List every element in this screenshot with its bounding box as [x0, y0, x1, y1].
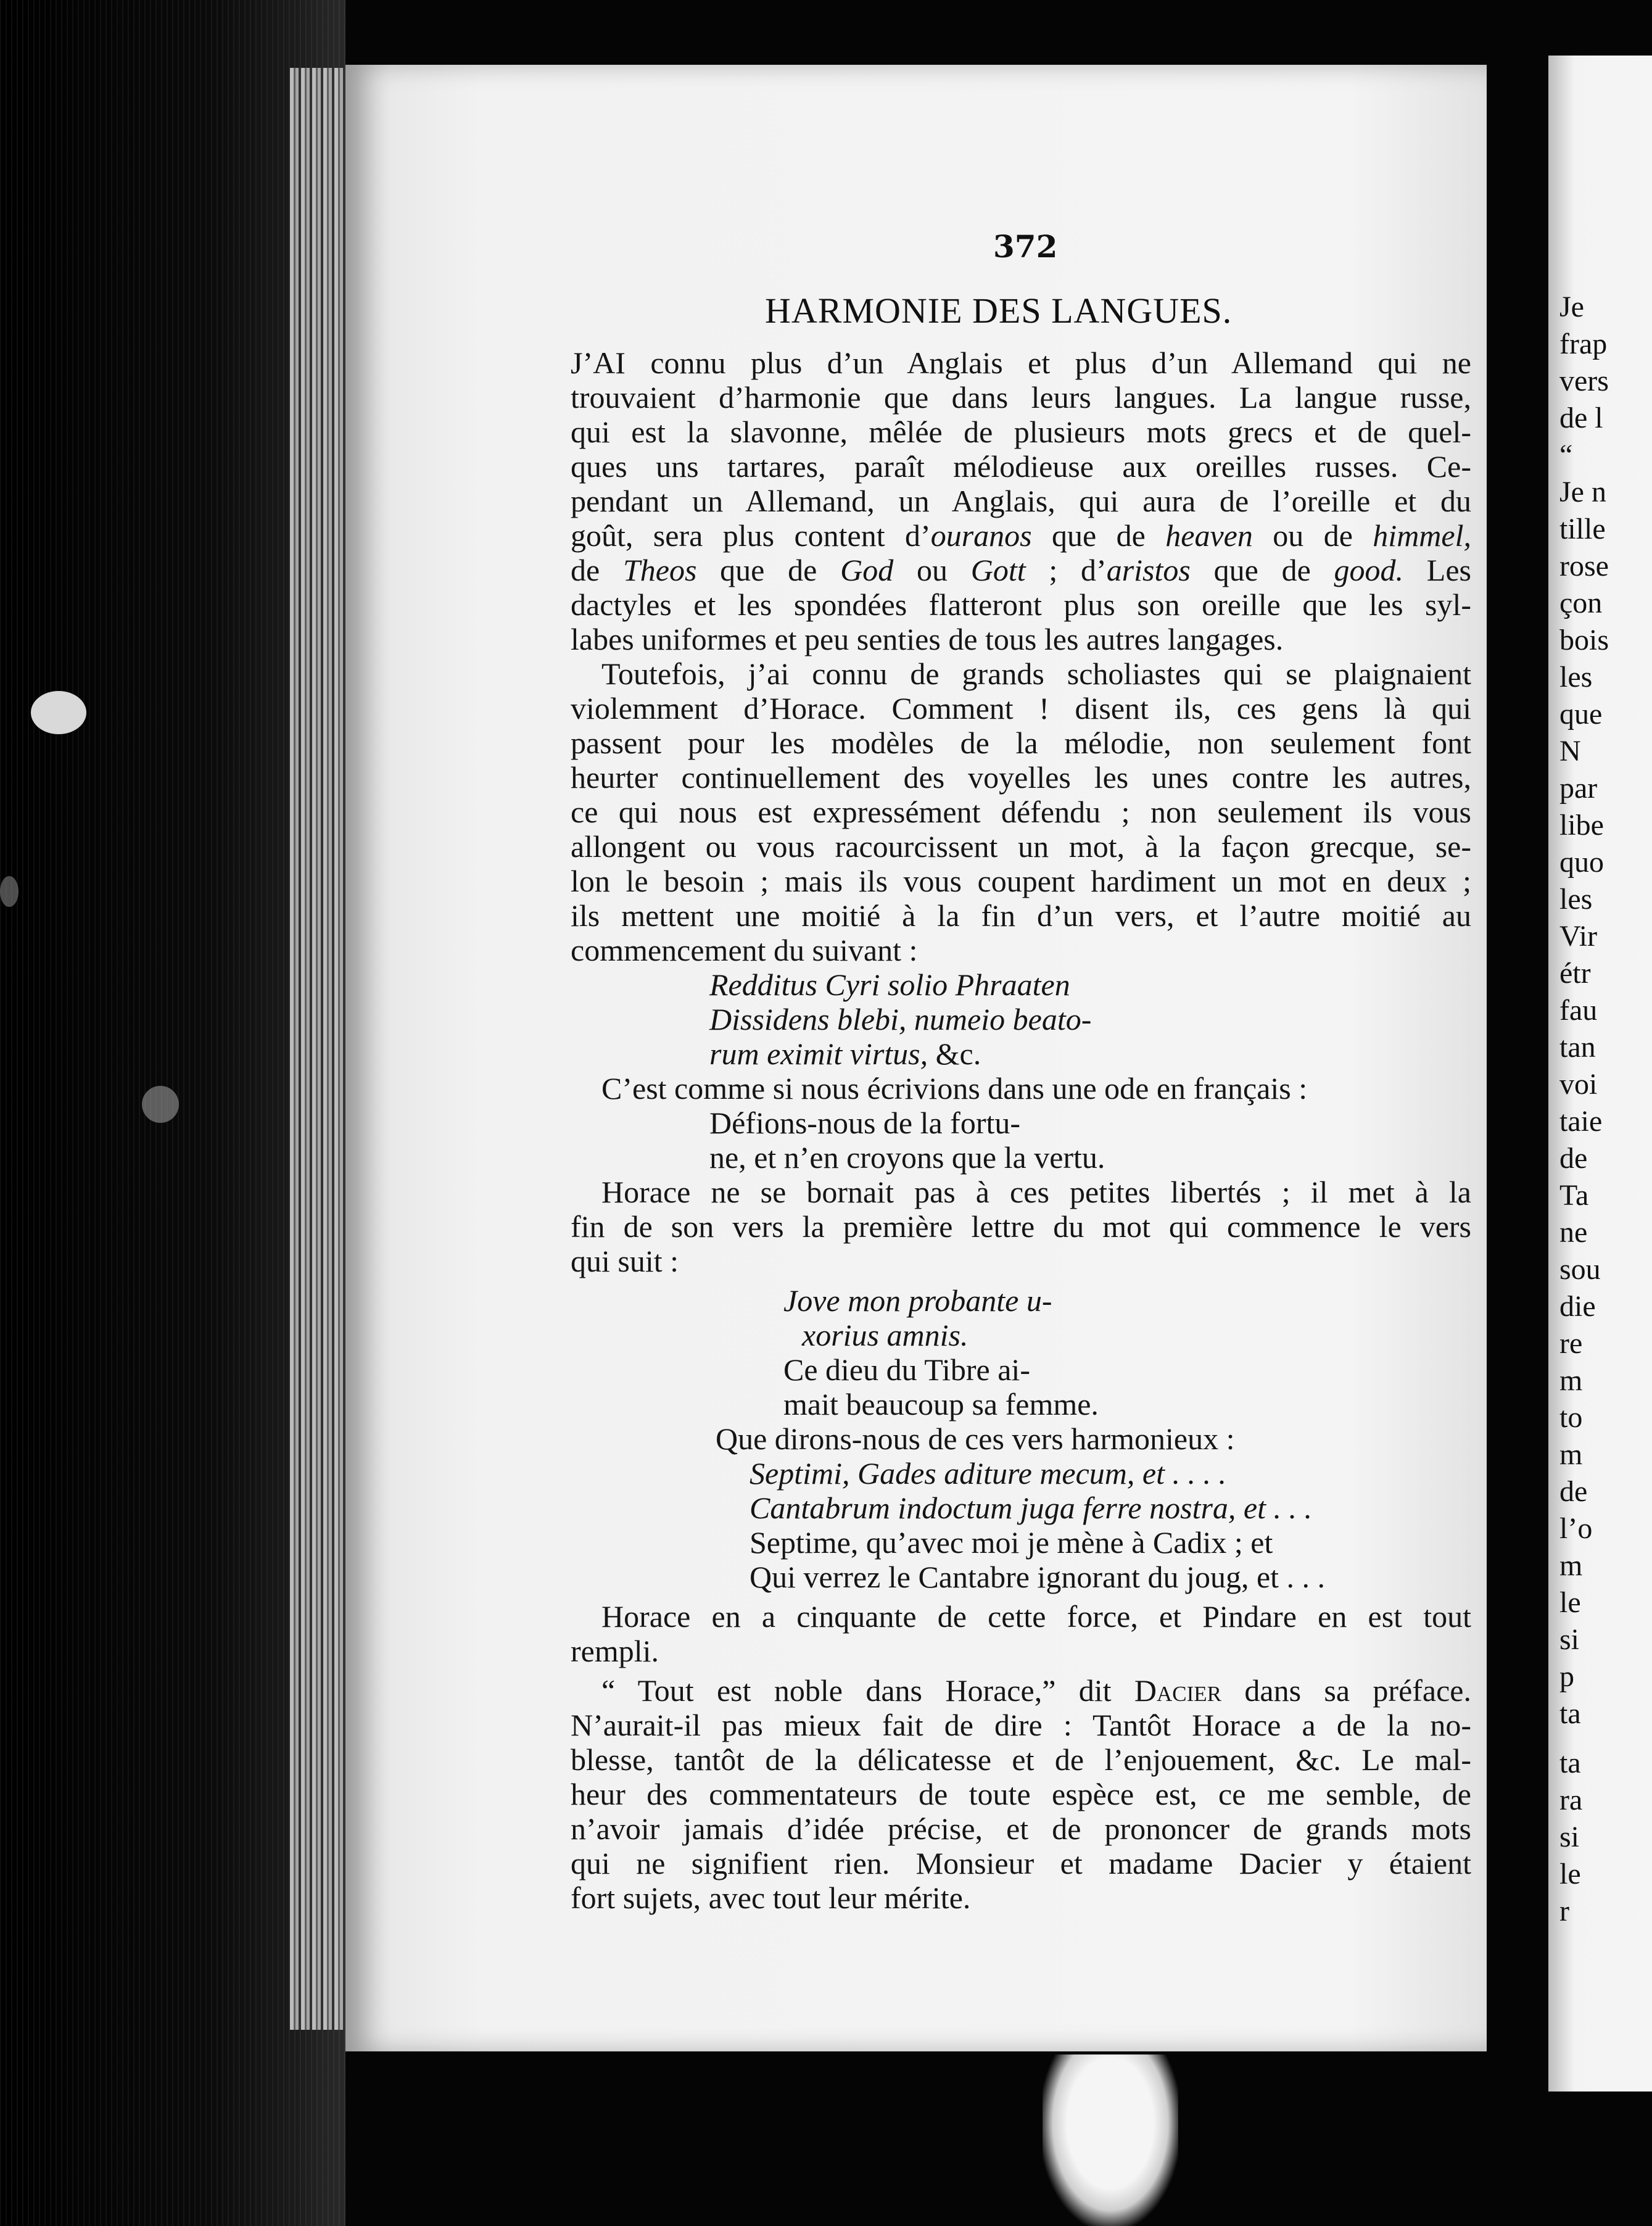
facing-page-fragment: ta — [1559, 1697, 1581, 1730]
text-line: Horace en a cinquante de cette force, et Pindare en est tout — [601, 1599, 1471, 1634]
author-name: Dacier — [1134, 1673, 1222, 1708]
italic-word: God — [840, 553, 894, 587]
italic-word: aristos — [1106, 553, 1191, 587]
text-line: J’AI connu plus d’un Anglais et plus d’un Allemand qui ne — [571, 345, 1471, 380]
verse-run: &c. — [935, 1036, 981, 1071]
text-line: trouvaient d’harmonie que dans leurs langues. La langue russe, — [571, 380, 1471, 415]
italic-word: Gott — [970, 553, 1026, 587]
facing-page-fragment: Je — [1559, 291, 1584, 323]
text-run: goût, sera plus content d’ — [571, 518, 931, 553]
facing-page-fragment: par — [1559, 772, 1598, 805]
facing-page-fragment: les — [1559, 883, 1593, 916]
verse-line: Redditus Cyri solio Phraaten — [709, 967, 1070, 1002]
facing-page-fragment: m — [1559, 1438, 1583, 1471]
facing-page-fragment: ta — [1559, 1747, 1581, 1779]
verse-line: Ce dieu du Tibre ai- — [783, 1352, 1030, 1387]
italic-word: himmel, — [1373, 518, 1471, 553]
text-run: Les — [1403, 553, 1471, 587]
text-line: passent pour les modèles de la mélodie, non seulement font — [571, 726, 1471, 760]
facing-page-fragment: le — [1559, 1858, 1581, 1890]
dust-speck — [0, 876, 19, 907]
italic-word: heaven — [1165, 518, 1253, 553]
text-run: ou — [893, 553, 971, 587]
facing-page-fragment: re — [1559, 1327, 1583, 1360]
italic-word: Theos — [622, 553, 697, 587]
dust-speck — [142, 1086, 179, 1123]
facing-page-fragment: “ — [1559, 439, 1573, 471]
italic-word: ouranos — [930, 518, 1032, 553]
facing-page-fragment: libe — [1559, 809, 1604, 842]
text-run: ; d’ — [1025, 553, 1107, 587]
facing-page-fragment: çon — [1559, 587, 1603, 619]
text-line: N’aurait-il pas mieux fait de dire : Tantôt Horace a de la no- — [571, 1708, 1471, 1742]
verse-line: Septime, qu’avec moi je mène à Cadix ; et — [750, 1525, 1273, 1560]
text-line: qui suit : — [571, 1244, 679, 1278]
text-line: blesse, tantôt de la délicatesse et de l’enjouement, &c. Le mal- — [571, 1742, 1471, 1777]
text-line: Que dirons-nous de ces vers harmonieux : — [716, 1421, 1235, 1456]
verse-line: Dissidens blebi, numeio beato- — [709, 1002, 1092, 1036]
verse-line: Septimi, Gades aditure mecum, et . . . . — [750, 1456, 1226, 1491]
text-line — [571, 553, 1471, 587]
facing-page-fragment: sou — [1559, 1253, 1601, 1286]
facing-page-fragment: ne — [1559, 1216, 1588, 1249]
text-line: C’est comme si nous écrivions dans une ode en français : — [601, 1071, 1308, 1106]
text-run: de — [571, 553, 623, 587]
text-line: fin de son vers la première lettre du mot qui commence le vers — [571, 1209, 1471, 1244]
verse-line: xorius amnis. — [802, 1318, 968, 1352]
text-line: ce qui nous est expressément défendu ; non seulement ils vous — [571, 795, 1471, 829]
facing-page-fragment: taie — [1559, 1105, 1603, 1138]
text-line: heurter continuellement des voyelles les unes contre les autres, — [571, 760, 1471, 795]
facing-page-fragment: de — [1559, 1475, 1588, 1508]
page-number: 372 — [993, 228, 1058, 265]
facing-page-fragment: m — [1559, 1364, 1583, 1397]
facing-page-fragment: tan — [1559, 1031, 1596, 1064]
facing-page-fragment: Vir — [1559, 920, 1598, 953]
verse-run: rum eximit virtus, — [709, 1036, 936, 1071]
facing-page-fragment: quo — [1559, 846, 1604, 879]
facing-page-fragment: étr — [1559, 957, 1591, 990]
text-line: fort sujets, avec tout leur mérite. — [571, 1881, 971, 1915]
facing-page-fragment: rose — [1559, 550, 1609, 582]
facing-page-fragment: N — [1559, 735, 1581, 768]
text-run: “ Tout est noble dans Horace,” dit — [601, 1673, 1134, 1708]
facing-page-fragment: le — [1559, 1586, 1581, 1619]
dust-speck — [31, 691, 86, 734]
facing-page-fragment: to — [1559, 1401, 1583, 1434]
facing-page-fragment: vers — [1559, 365, 1609, 397]
facing-page-fragment: que — [1559, 698, 1603, 730]
text-line: Toutefois, j’ai connu de grands scholiastes qui se plaignaient — [601, 656, 1471, 691]
facing-page-fragment: m — [1559, 1549, 1583, 1582]
text-line: commencement du suivant : — [571, 933, 918, 967]
text-line: allongent ou vous racourcissent un mot, à la façon grecque, se- — [571, 829, 1471, 864]
facing-page-fragment: si — [1559, 1821, 1580, 1853]
facing-page-fragment: p — [1559, 1660, 1574, 1693]
text-line — [601, 1673, 1471, 1708]
facing-page-fragment: voi — [1559, 1068, 1598, 1101]
text-line: labes uniformes et peu senties de tous les autres langages. — [571, 622, 1284, 656]
facing-page-fragment: si — [1559, 1623, 1580, 1656]
facing-page-fragment: frap — [1559, 328, 1608, 360]
text-run: que de — [1031, 518, 1166, 553]
paper-scrap — [1043, 2054, 1178, 2226]
facing-page-fragment: ra — [1559, 1784, 1583, 1816]
text-line: heur des commentateurs de toute espèce est, ce me semble, de — [571, 1777, 1471, 1811]
facing-page-fragment: Ta — [1559, 1179, 1589, 1212]
verse-line: Défions-nous de la fortu- — [709, 1106, 1021, 1140]
text-line: Horace ne se bornait pas à ces petites libertés ; il met à la — [601, 1175, 1471, 1209]
facing-page-fragment: de — [1559, 1142, 1588, 1175]
text-run: que de — [696, 553, 841, 587]
verse-line: Jove mon probante u- — [783, 1283, 1052, 1318]
verse-line: Cantabrum indoctum juga ferre nostra, et . . . — [750, 1491, 1313, 1525]
text-line: ques uns tartares, paraît mélodieuse aux oreilles russes. Ce- — [571, 449, 1471, 484]
page-title: HARMONIE DES LANGUES. — [765, 291, 1233, 331]
text-line: dactyles et les spondées flatteront plus son oreille que les syl- — [571, 587, 1471, 622]
facing-page-fragment: r — [1559, 1895, 1569, 1927]
facing-page-fragment: les — [1559, 661, 1593, 693]
text-line: qui ne signifient rien. Monsieur et madame Dacier y étaient — [571, 1846, 1471, 1881]
facing-page-fragment: Je n — [1559, 476, 1606, 508]
facing-page-fragment: die — [1559, 1290, 1596, 1323]
facing-page-fragment: bois — [1559, 624, 1609, 656]
text-line: lon le besoin ; mais ils vous coupent hardiment un mot en deux ; — [571, 864, 1471, 898]
facing-page-fragment: fau — [1559, 994, 1598, 1027]
verse-line — [709, 1036, 981, 1071]
text-line: pendant un Allemand, un Anglais, qui aura de l’oreille et du — [571, 484, 1471, 518]
text-run: ou de — [1252, 518, 1373, 553]
verse-line: mait beaucoup sa femme. — [783, 1387, 1099, 1421]
facing-page-fragment: tille — [1559, 513, 1606, 545]
text-line: ils mettent une moitié à la fin d’un vers, et l’autre moitié au — [571, 898, 1471, 933]
italic-word: good. — [1334, 553, 1404, 587]
text-line — [571, 518, 1471, 553]
text-line: violemment d’Horace. Comment ! disent ils, ces gens là qui — [571, 691, 1471, 726]
text-line: qui est la slavonne, mêlée de plusieurs mots grecs et de quel- — [571, 415, 1471, 449]
verse-line: Qui verrez le Cantabre ignorant du joug, et . . . — [750, 1560, 1326, 1594]
text-run: que de — [1190, 553, 1334, 587]
facing-page-fragment: de l — [1559, 402, 1603, 434]
text-line: n’avoir jamais d’idée précise, et de prononcer de grands mots — [571, 1811, 1471, 1846]
text-line: rempli. — [571, 1634, 659, 1668]
text-run: dans sa préface. — [1221, 1673, 1471, 1708]
facing-page-fragment: l’o — [1559, 1512, 1593, 1545]
verse-line: ne, et n’en croyons que la vertu. — [709, 1140, 1105, 1175]
